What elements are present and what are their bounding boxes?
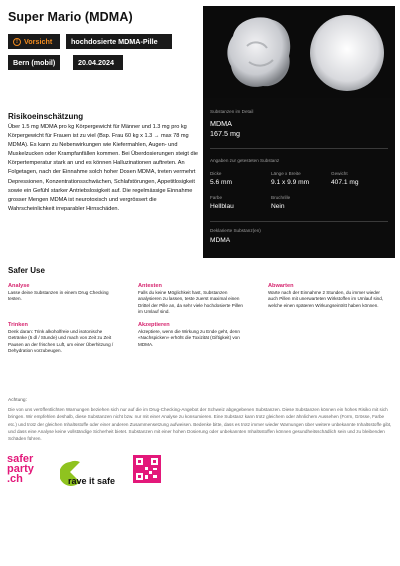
saferparty-logo-line1: safer	[7, 453, 34, 465]
safer-use-akzeptieren	[138, 322, 246, 348]
abwarten-text: Warte nach der Einnahme 2 Stunden, du immer wieder auch Pillen mit unerwarteten Wirkstoffen im Umlauf sind, welche einen späteren Wirkungseintritt haben können.	[268, 290, 384, 308]
abwarten-title: Abwarten	[268, 283, 294, 289]
pill-details-panel	[203, 98, 395, 258]
safer-use-antesten	[138, 283, 246, 316]
disclaimer	[8, 398, 394, 442]
thickness-value: 5.6 mm	[210, 179, 232, 186]
substances-label: Substanzen im Detail	[210, 109, 254, 114]
analyse-text: Lasse deine Substanzen in einem Drug Checking testen.	[8, 290, 109, 302]
warning-label: Vorsicht	[24, 37, 53, 46]
weight-label: Gewicht	[331, 171, 348, 176]
antesten-text: Falls du keine Möglichkeit hast, Substanzen analysieren zu lassen, teste zuerst maximal einen Drittel der Pille an, da sehr viele hochdosierte Pillen im Umlauf sind.	[138, 290, 243, 315]
thickness-label: Dicke	[210, 171, 222, 176]
trinken-text: Denk daran: Trink alkoholfreie und isotonische Getränke (5 dl / Stunde) und mach von Zeit zu Zeit Pausen an der frischen Luft, um einer Überhitzung / Dehydration vorzubeugen.	[8, 329, 114, 354]
disclaimer-text: Die von uns veröffentlichten Warnungen beziehen sich nur auf die im Drug-Checking-Angebot der Schweiz abgegebenen Substanzen. Diese Substanzen können ein hohes Risiko mit sich bringen. Wir empfehlen deshalb, diese Substanzen nicht bzw. nur mit einer Analyse zu konsumieren. Eine Substanz kann trotz gleichem oder ähnlichem Aussehen (Form, Grösse, Farbe etc.) und trotz der gleichen Inhaltsstoffe oder einer anderen Zusammensetzung aufweisen. Bedenke bitte, dass es trotz immer wieder Warnungen über weitere unbekannte Inhaltsstoffe gibt, und dass eine Analyse keine vollständige Sicherheit bietet. Substanzen mit einer hohen Dosierung oder unbekannten Inhaltsstoffen können gesundheitsschädlich sein und zu bleibenden Schäden führen.	[8, 407, 392, 442]
break-line-label: Bruchrille	[271, 195, 291, 200]
date-badge	[73, 55, 123, 70]
warning-icon: !	[13, 38, 21, 46]
akzeptieren-title: Akzeptieren	[138, 322, 170, 328]
details-divider	[210, 148, 388, 149]
measured-label: Angaben zur getesteten Substanz	[210, 158, 280, 163]
location-badge	[8, 55, 60, 70]
saferparty-logo-line3: .ch	[7, 473, 23, 485]
safer-use-analyse	[8, 283, 116, 303]
saferparty-logo-line2: party	[7, 463, 34, 475]
risk-title: Risikoeinschätzung	[8, 112, 84, 121]
risk-text: Über 1.5 mg MDMA pro kg Körpergewicht für Männer und 1.3 mg pro kg Körpergewicht für Frauen ist zu viel (Bsp. Frau 60 kg x 1.3 → max 78 mg MDMA). Es kann zu Nebenwirkungen wie Kiefermahlen, Augen- und Muskelzucken oder Krampfanfällen kommen. Bei Überdosierungen steigt die Körpertemperatur stark an und es können Halluzinationen auftreten. An Folgetagen, nach der Einnahme solch hoher Dosen MDMA, treten vermehrt Depressionen, Konzentrationsschwächen, Schlafstörungen, Appetitlosigkeit sowie ein Gefühl starker Antriebslosigkeit auf. Die regelmässige Einnahme grosser Mengen MDMA ist neurotoxisch und vergrössert die Wahrscheinlichkeit irreparabler Hirnschäden.	[8, 124, 198, 212]
break-line-value: Nein	[271, 203, 285, 210]
declared-label: Deklarierte Substanz(en)	[210, 228, 261, 233]
length-width-value: 9.1 x 9.9 mm	[271, 179, 310, 186]
analyse-title: Analyse	[8, 283, 30, 289]
disclaimer-title: Achtung:	[8, 398, 27, 403]
saferparty-logo[interactable]	[7, 454, 34, 484]
safer-use-abwarten	[268, 283, 388, 309]
declared-divider	[210, 221, 388, 222]
warning-badge	[8, 34, 60, 49]
color-value: Hellblau	[210, 203, 234, 210]
page-title: Super Mario (MDMA)	[8, 10, 133, 24]
akzeptieren-text: Akzeptiere, wenn die Wirkung zu Ende geht, denn «Nachspicken» erhöht die Toxizität (Giftigkeit) von MDMA.	[138, 329, 240, 347]
pill-back-shape	[310, 15, 384, 91]
length-width-label: Länge x Breite	[271, 171, 301, 176]
trinken-title: Trinken	[8, 322, 28, 328]
product-label: hochdosierte MDMA-Pille	[71, 37, 158, 46]
raveitsafe-logo[interactable]: rave it safe	[68, 476, 116, 486]
product-badge	[66, 34, 172, 49]
date-label: 20.04.2024	[78, 58, 114, 67]
weight-value: 407.1 mg	[331, 179, 359, 186]
pill-illustration	[203, 6, 395, 98]
safer-use-trinken	[8, 322, 116, 355]
substance-name: MDMA	[210, 119, 232, 128]
color-label: Farbe	[210, 195, 223, 200]
qr-code-icon[interactable]	[133, 455, 161, 483]
pill-photo	[203, 6, 395, 98]
antesten-title: Antesten	[138, 283, 162, 289]
substance-amount: 167.5 mg	[210, 129, 240, 138]
safer-use-title: Safer Use	[8, 266, 45, 275]
pill-front-shape	[227, 17, 290, 86]
location-label: Bern (mobil)	[13, 58, 56, 67]
declared-value: MDMA	[210, 237, 231, 244]
